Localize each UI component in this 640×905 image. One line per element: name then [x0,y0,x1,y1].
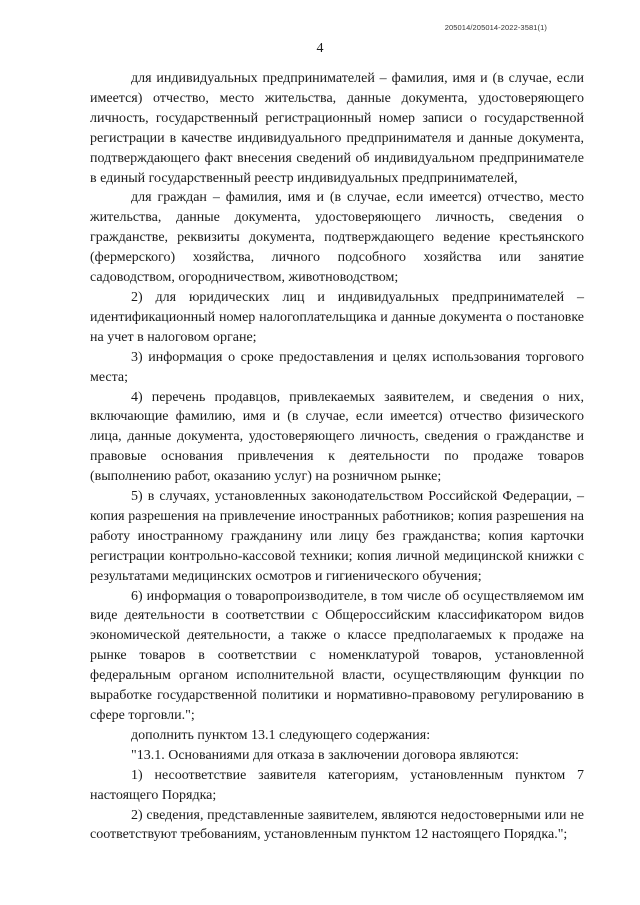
paragraph: 3) информация о сроке предоставления и целях использования торгового места; [90,349,584,385]
document-id: 205014/205014-2022-3581(1) [444,23,547,32]
paragraph: для граждан – фамилия, имя и (в случае, если имеется) отчество, место жительства, данные документа, удостоверяющего личность, сведения о гражданстве, реквизиты документа, подтверждающего ведение крестьянского (фермерского) хозяйства, личного подсобного хозяйства или занятие садоводством, огородничеством, животноводством; [90,190,584,286]
paragraph: 2) для юридических лиц и индивидуальных предпринимателей – идентификационный номер налогоплательщика и данные документа о постановке на учет в налоговом органе; [90,289,584,345]
page-number: 4 [316,41,324,56]
paragraph: 5) в случаях, установленных законодательством Российской Федерации, – копия разрешения на привлечение иностранных работников; копия разрешения на работу иностранному гражданину или лицу без гражданства; копия карточки регистрации контрольно-кассовой техники; копия личной медицинской книжки с результатами медицинских осмотров и гигиенического обучения; [90,489,584,584]
paragraph: для индивидуальных предпринимателей – фамилия, имя и (в случае, если имеется) отчество, место жительства, данные документа, удостоверяющего личность, государственный регистрационный номер записи о государственной регистрации в качестве индивидуального предпринимателя и данные документа, подтверждающего факт внесения сведений об индивидуальном предпринимателе в единый государственный реестр индивидуальных предпринимателей, [90,71,584,186]
paragraph: дополнить пунктом 13.1 следующего содержания: [131,727,431,743]
paragraph: 4) перечень продавцов, привлекаемых заявителем, и сведения о них, включающие фамилию, имя и (в случае, если имеется) отчество физического лица, данные документа, удостоверяющего личность, сведения о гражданстве и правовые основания привлечения к деятельности по продаже товаров (выполнению работ, оказанию услуг) на розничном рынке; [90,389,584,485]
paragraph: 1) несоответствие заявителя категориям, установленным пунктом 7 настоящего Порядка; [90,767,584,803]
paragraph: 6) информация о товаропроизводителе, в том числе об осуществляемом им виде деятельности в соответствии с Общероссийским классификатором видов экономической деятельности, а также о классе предполагаемых к продаже на рынке товаров в соответствии с номенклатурой товаров, установленной федеральным органом исполнительной власти, осуществляющим функции по выработке государственной политики и нормативно-правовому регулированию в сфере торговли."; [90,588,584,723]
document-body [90,69,584,845]
paragraph: "13.1. Основаниями для отказа в заключении договора являются: [131,747,519,763]
paragraph: 2) сведения, представленные заявителем, являются недостоверными или не соответствуют требованиям, установленным пунктом 12 настоящего Порядка."; [90,807,584,843]
